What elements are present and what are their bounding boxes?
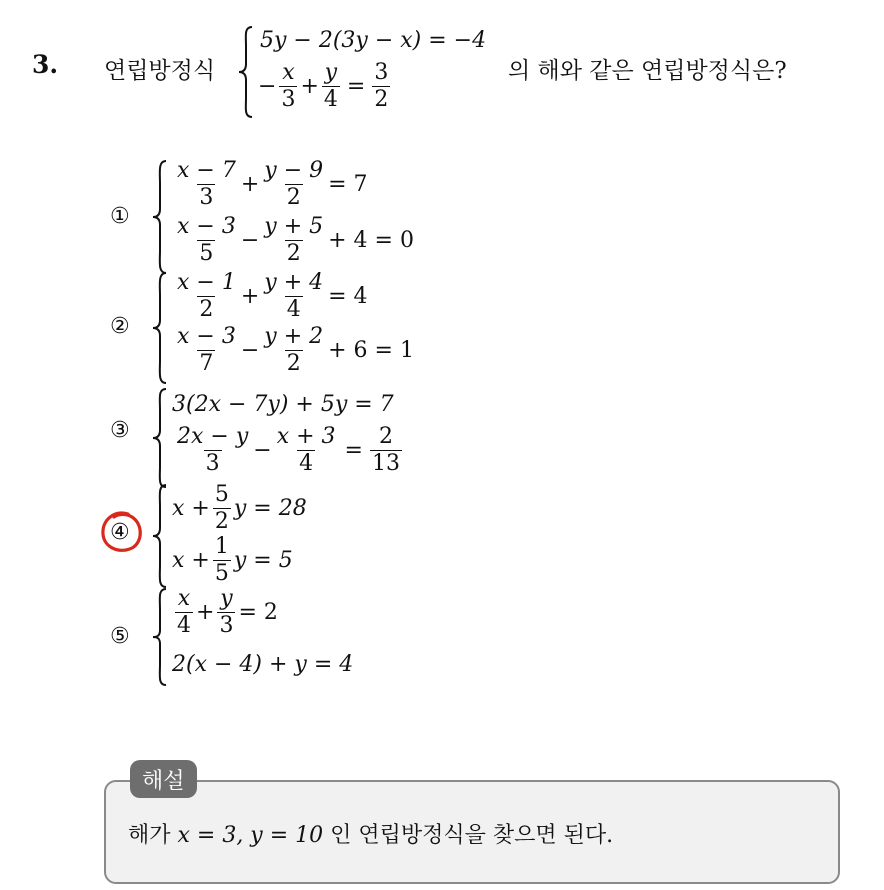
brace-icon — [152, 588, 168, 686]
option-5-eq2: 2(x − 4) + y = 4 — [172, 652, 354, 677]
option-4-label[interactable]: ④ — [110, 520, 130, 545]
option-3-label[interactable]: ③ — [110, 418, 130, 443]
question-tail-text: 의 해와 같은 연립방정식은? — [508, 58, 787, 84]
brace-icon — [238, 26, 254, 118]
option-2-label[interactable]: ② — [110, 314, 130, 339]
option-5-eq1: $\frac{x}{4}$ + $\frac{y}{3}$ = 2 — [177, 586, 278, 638]
option-4-eq1: x + $\frac{5}{2}$ y = 28 — [172, 482, 307, 534]
explanation-text: 해가 x = 3, y = 10 인 연립방정식을 찾으면 된다. — [128, 823, 614, 848]
option-1-label[interactable]: ① — [110, 204, 130, 229]
brace-icon — [152, 272, 168, 384]
option-2-eq1: $\frac{x - 1}{2}$ + $\frac{y + 4}{4}$ = 4 — [177, 270, 368, 322]
option-1-eq1: $\frac{x - 7}{3}$ + $\frac{y - 9}{2}$ = 7 — [177, 158, 368, 210]
question-number: 3. — [32, 50, 59, 79]
option-4-system[interactable] — [152, 484, 452, 588]
question-eq1: 5y − 2(3y − x) = −4 — [260, 28, 487, 53]
option-5-label[interactable]: ⑤ — [110, 624, 130, 649]
option-4-eq2: x + $\frac{1}{5}$ y = 5 — [172, 534, 293, 586]
brace-icon — [152, 484, 168, 588]
brace-icon — [152, 388, 168, 488]
option-1-eq2: $\frac{x - 3}{5}$ − $\frac{y + 5}{2}$ + 4 = 0 — [177, 214, 414, 266]
brace-icon — [152, 160, 168, 274]
option-2-eq2: $\frac{x - 3}{7}$ − $\frac{y + 2}{2}$ + 6 = 1 — [177, 324, 414, 376]
question-lead-text: 연립방정식 — [104, 58, 216, 84]
option-3-eq1: 3(2x − 7y) + 5y = 7 — [172, 392, 394, 417]
option-3-system[interactable] — [152, 388, 452, 488]
option-5-system[interactable] — [152, 588, 452, 686]
option-1-system[interactable] — [152, 160, 452, 274]
option-2-system[interactable] — [152, 272, 452, 384]
question-eq2: − $\frac{x}{3}$ + $\frac{y}{4}$ = $\frac{3}{2}$ — [258, 60, 389, 112]
explanation-tag: 해설 — [130, 760, 197, 798]
question-system — [238, 24, 498, 120]
option-3-eq2: $\frac{2x - y}{3}$ − $\frac{x + 3}{4}$ = $\frac{2}{13}$ — [177, 424, 400, 476]
